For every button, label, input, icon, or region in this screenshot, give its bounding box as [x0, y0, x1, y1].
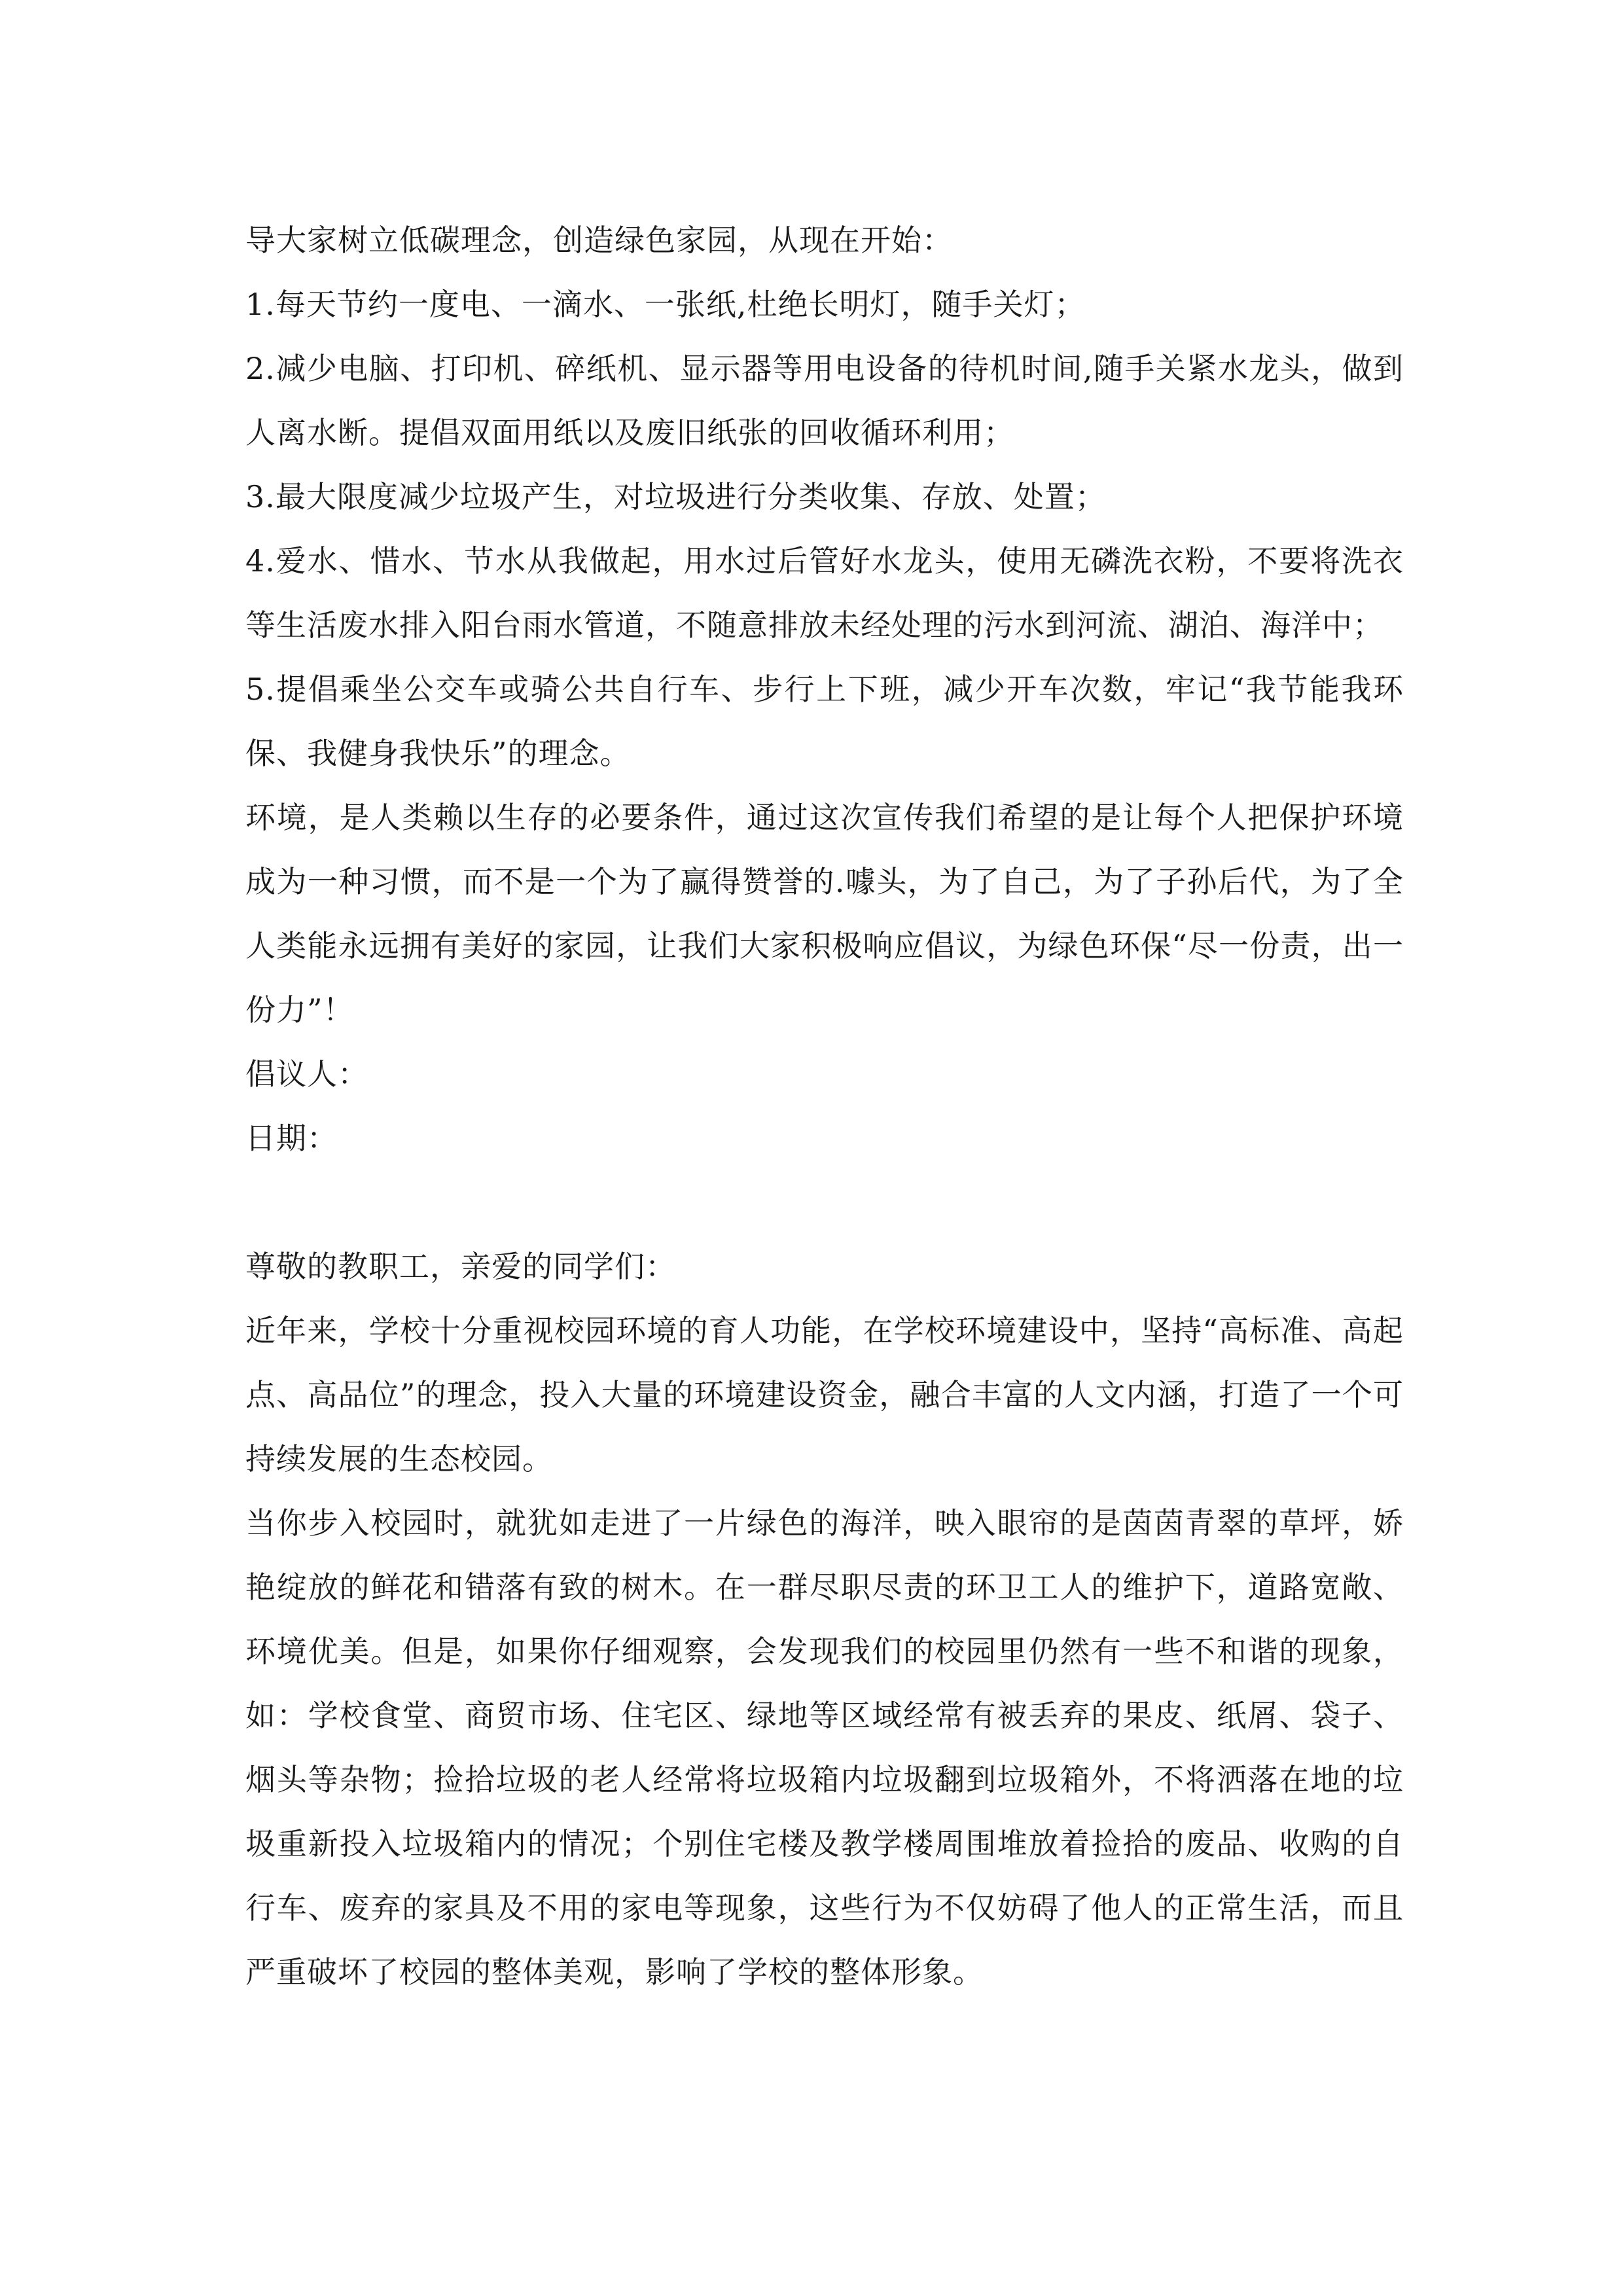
paragraph-campus-issues: 当你步入校园时，就犹如走进了一片绿色的海洋，映入眼帘的是茵茵青翠的草坪，娇艳绽放的鲜花和错落有致的树木。在一群尽职尽责的环卫工人的维护下，道路宽敞、环境优美。但是，如果你仔细观察，会发现我们的校园里仍然有一些不和谐的现象，如：学校食堂、商贸市场、住宅区、绿地等区域经常有被丢弃的果皮、纸屑、袋子、烟头等杂物；捡拾垃圾的老人经常将垃圾箱内垃圾翻到垃圾箱外，不将洒落在地的垃圾重新投入垃圾箱内的情况；个别住宅楼及教学楼周围堆放着捡拾的废品、收购的自行车、废弃的家具及不用的家电等现象，这些行为不仅妨碍了他人的正常生活，而且严重破坏了校园的整体美观，影响了学校的整体形象。	[245, 1505, 1404, 1990]
list-item-5: 5.提倡乘坐公交车或骑公共自行车、步行上下班，减少开车次数，牢记“我节能我环保、我健身我快乐”的理念。	[245, 672, 1404, 771]
paragraph-school-environment: 近年来，学校十分重视校园环境的育人功能，在学校环境建设中，坚持“高标准、高起点、高品位”的理念，投入大量的环境建设资金，融合丰富的人文内涵，打造了一个可持续发展的生态校园。	[245, 1313, 1404, 1477]
proposer-label: 倡议人：	[245, 1056, 368, 1092]
document-body	[245, 208, 1404, 2004]
intro-line: 导大家树立低碳理念，创造绿色家园，从现在开始：	[245, 223, 953, 258]
date-label: 日期：	[245, 1121, 338, 1156]
list-item-1: 1.每天节约一度电、一滴水、一张纸,杜绝长明灯，随手关灯；	[245, 287, 1086, 322]
list-item-3: 3.最大限度减少垃圾产生，对垃圾进行分类收集、存放、处置；	[245, 479, 1106, 514]
list-item-2: 2.减少电脑、打印机、碎纸机、显示器等用电设备的待机时间,随手关紧水龙头，做到人离水断。提倡双面用纸以及废旧纸张的回收循环利用；	[245, 351, 1404, 450]
section-gap	[245, 1170, 1404, 1234]
list-item-4: 4.爱水、惜水、节水从我做起，用水过后管好水龙头，使用无磷洗衣粉，不要将洗衣等生活废水排入阳台雨水管道，不随意排放未经处理的污水到河流、湖泊、海洋中；	[245, 543, 1404, 643]
closing-paragraph: 环境，是人类赖以生存的必要条件，通过这次宣传我们希望的是让每个人把保护环境成为一种习惯，而不是一个为了赢得赞誉的.噱头，为了自己，为了子孙后代，为了全人类能永远拥有美好的家园，让我们大家积极响应倡议，为绿色环保“尽一份责，出一份力”！	[245, 800, 1404, 1028]
greeting-line: 尊敬的教职工，亲爱的同学们：	[245, 1249, 676, 1284]
